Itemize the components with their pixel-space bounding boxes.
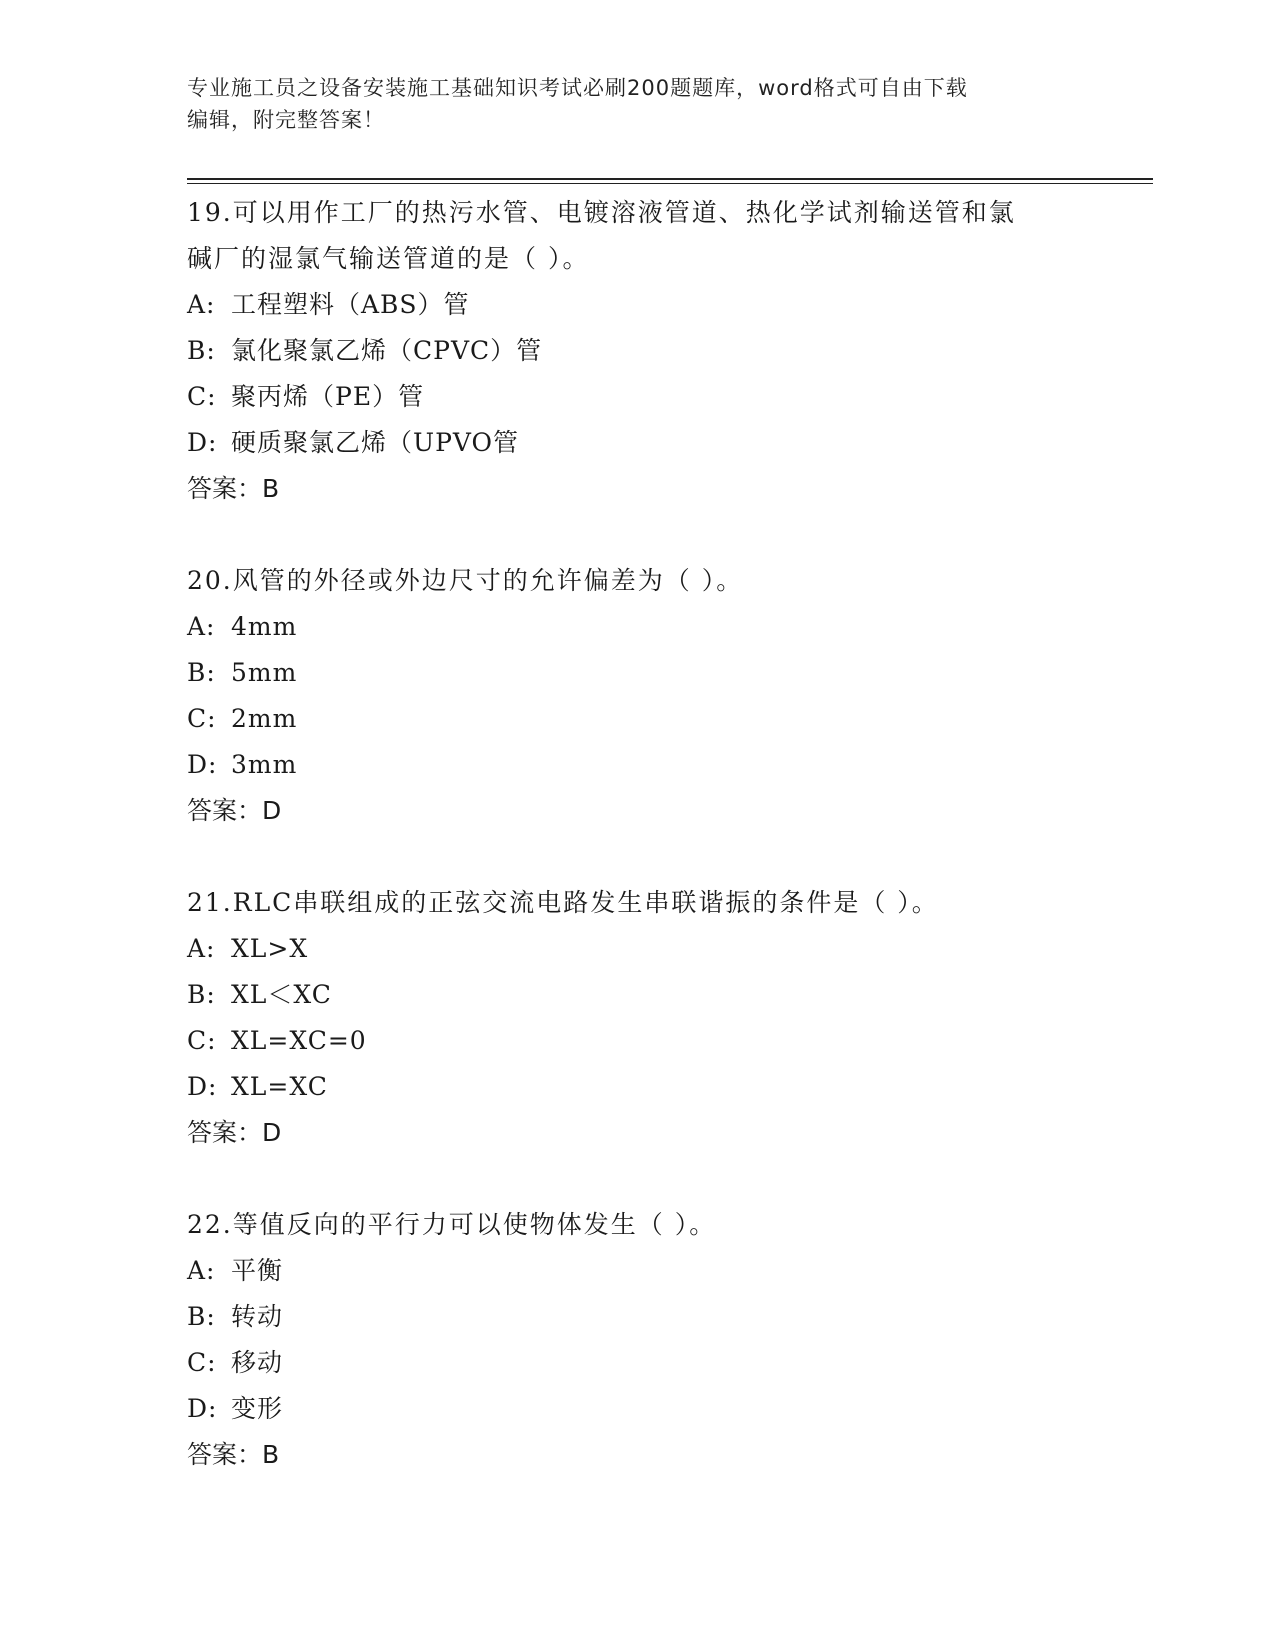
question-stem-line-1: 20.风管的外径或外边尺寸的允许偏差为（ ）。 [187, 566, 744, 595]
option-b [187, 1294, 1087, 1340]
option-text: 5mm [231, 658, 298, 687]
option-d [187, 742, 1087, 788]
option-letter: C: [187, 1026, 217, 1055]
answer-line: 答案：B [187, 1440, 280, 1469]
question-list [187, 190, 1087, 1524]
question-stem-line-1: 21.RLC串联组成的正弦交流电路发生串联谐振的条件是（ ）。 [187, 888, 939, 917]
option-letter: B: [187, 658, 216, 687]
option-text: XL＜XC [231, 980, 332, 1009]
header-divider-thin [187, 183, 1153, 184]
question-19 [187, 190, 1087, 512]
option-letter: A: [187, 934, 216, 963]
option-letter: C: [187, 1348, 217, 1377]
answer-line: 答案：B [187, 474, 280, 503]
option-letter: C: [187, 382, 217, 411]
document-header [187, 72, 1087, 136]
option-a [187, 926, 1087, 972]
option-text: 3mm [231, 750, 298, 779]
option-text: XL=XC [231, 1072, 328, 1101]
option-d [187, 1386, 1087, 1432]
question-stem-line-1: 22.等值反向的平行力可以使物体发生（ ）。 [187, 1210, 717, 1239]
option-a [187, 604, 1087, 650]
option-text: 聚丙烯（PE）管 [231, 382, 425, 411]
option-text: XL>X [231, 934, 309, 963]
question-stem [187, 1202, 1067, 1248]
option-c [187, 1018, 1087, 1064]
answer-line: 答案：D [187, 1118, 282, 1147]
option-d [187, 1064, 1087, 1110]
option-a [187, 282, 1087, 328]
option-letter: C: [187, 704, 217, 733]
question-22 [187, 1202, 1087, 1478]
option-letter: A: [187, 612, 216, 641]
question-21 [187, 880, 1087, 1156]
header-line-1: 专业施工员之设备安装施工基础知识考试必刷200题题库，word格式可自由下载 [187, 76, 968, 100]
option-b [187, 972, 1087, 1018]
option-text: XL=XC=0 [231, 1026, 367, 1055]
question-stem-line-1: 19.可以用作工厂的热污水管、电镀溶液管道、热化学试剂输送管和氯 [187, 198, 1016, 227]
option-letter: D: [187, 750, 218, 779]
answer-line: 答案：D [187, 796, 282, 825]
option-c [187, 374, 1087, 420]
option-letter: A: [187, 290, 216, 319]
question-stem-line-2: 碱厂的湿氯气输送管道的是（ ）。 [187, 244, 590, 273]
option-text: 2mm [231, 704, 298, 733]
option-letter: D: [187, 1072, 218, 1101]
option-letter: A: [187, 1256, 216, 1285]
question-stem [187, 880, 1067, 926]
option-text: 变形 [231, 1394, 284, 1423]
option-text: 氯化聚氯乙烯（CPVC）管 [231, 336, 543, 365]
question-stem [187, 558, 1067, 604]
option-text: 硬质聚氯乙烯（UPVO管 [231, 428, 520, 457]
option-a [187, 1248, 1087, 1294]
option-text: 4mm [231, 612, 298, 641]
question-stem [187, 190, 1067, 282]
option-letter: D: [187, 1394, 218, 1423]
option-letter: B: [187, 1302, 216, 1331]
option-text: 工程塑料（ABS）管 [231, 290, 470, 319]
option-c [187, 1340, 1087, 1386]
option-letter: B: [187, 336, 216, 365]
option-letter: B: [187, 980, 216, 1009]
option-c [187, 696, 1087, 742]
option-text: 平衡 [231, 1256, 284, 1285]
option-b [187, 650, 1087, 696]
option-b [187, 328, 1087, 374]
option-text: 转动 [231, 1302, 284, 1331]
question-20 [187, 558, 1087, 834]
option-text: 移动 [231, 1348, 284, 1377]
option-d [187, 420, 1087, 466]
header-divider-thick [187, 178, 1153, 180]
header-line-2: 编辑，附完整答案！ [187, 108, 385, 132]
option-letter: D: [187, 428, 218, 457]
